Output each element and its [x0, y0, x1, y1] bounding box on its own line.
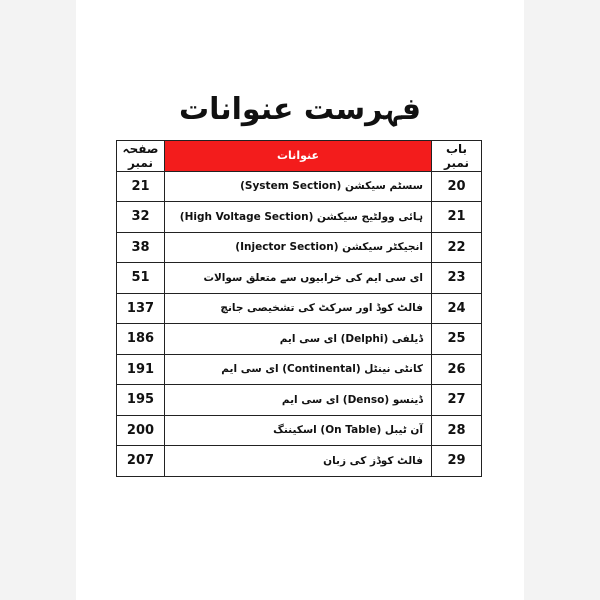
document-page	[76, 0, 524, 600]
row-page: 191	[117, 354, 165, 385]
row-page: 38	[117, 232, 165, 263]
table-row	[117, 385, 482, 416]
header-page-number: صفحہ نمبر	[117, 141, 165, 172]
row-page: 195	[117, 385, 165, 416]
table-row	[117, 415, 482, 446]
table-row	[117, 232, 482, 263]
row-topic: انجیکٹر سیکشن (Injector Section)	[165, 232, 432, 263]
row-chapter: 27	[432, 385, 482, 416]
row-topic: ڈیلفی (Delphi) ای سی ایم	[165, 324, 432, 355]
row-topic: فالٹ کوڈز کی زبان	[165, 446, 432, 477]
table-row	[117, 324, 482, 355]
row-chapter: 21	[432, 202, 482, 233]
row-chapter: 22	[432, 232, 482, 263]
row-chapter: 23	[432, 263, 482, 294]
table-row	[117, 263, 482, 294]
contents-table	[116, 140, 482, 477]
row-page: 200	[117, 415, 165, 446]
row-chapter: 25	[432, 324, 482, 355]
row-page: 32	[117, 202, 165, 233]
row-page: 51	[117, 263, 165, 294]
row-topic: ڈینسو (Denso) ای سی ایم	[165, 385, 432, 416]
row-topic: فالٹ کوڈ اور سرکٹ کی تشخیصی جانچ	[165, 293, 432, 324]
page-title: فہرست عنوانات	[178, 92, 422, 127]
table-row	[117, 446, 482, 477]
row-topic: آن ٹیبل (On Table) اسکیننگ	[165, 415, 432, 446]
row-topic: سسٹم سیکشن (System Section)	[165, 171, 432, 202]
table-row	[117, 354, 482, 385]
row-page: 21	[117, 171, 165, 202]
row-page: 207	[117, 446, 165, 477]
row-topic: ای سی ایم کی خرابیوں سے متعلق سوالات	[165, 263, 432, 294]
row-topic: کانٹی نینٹل (Continental) ای سی ایم	[165, 354, 432, 385]
row-page: 137	[117, 293, 165, 324]
header-chapter-number: باب نمبر	[432, 141, 482, 172]
row-chapter: 20	[432, 171, 482, 202]
table-row	[117, 202, 482, 233]
row-chapter: 29	[432, 446, 482, 477]
table-row	[117, 171, 482, 202]
row-chapter: 26	[432, 354, 482, 385]
row-topic: ہائی وولٹیج سیکشن (High Voltage Section)	[165, 202, 432, 233]
row-chapter: 28	[432, 415, 482, 446]
header-topics: عنوانات	[165, 141, 432, 172]
row-chapter: 24	[432, 293, 482, 324]
table-header-row	[117, 141, 482, 172]
table-row	[117, 293, 482, 324]
row-page: 186	[117, 324, 165, 355]
